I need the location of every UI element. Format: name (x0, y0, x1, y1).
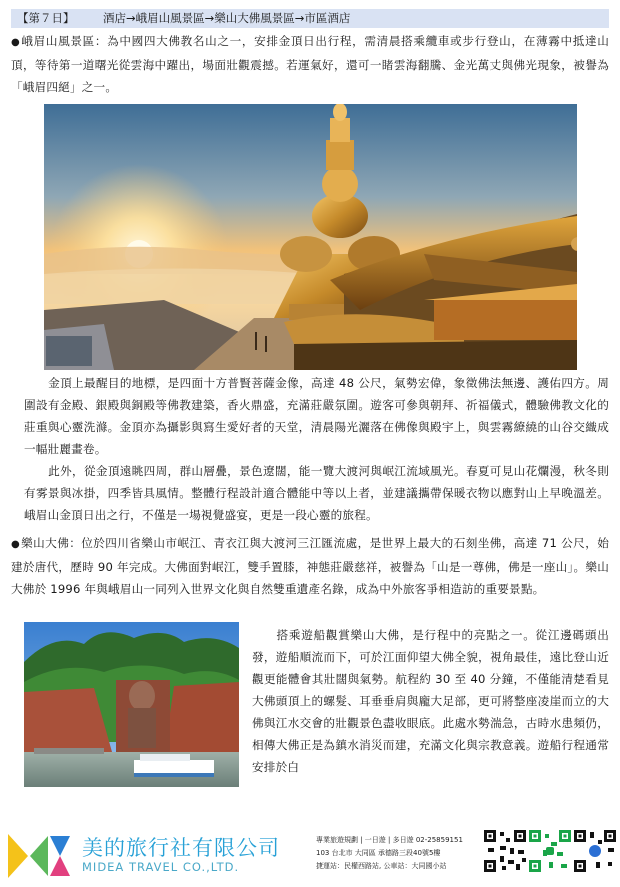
contact-address: 103 台北市 大同區 承德路三段40號5樓 (316, 849, 441, 857)
emei-paragraph-3-text: 此外，從金頂遠眺四周，群山層疊，景色遼闊，能一覽大渡河與岷江流域風光。春夏可見山花爛漫，秋冬則有雾景與冰掛，四季皆具風情。整體行程設計適合體能中等以上者，並建議攜帶保暖衣物以應對山上早晚溫差。峨眉山金頂日出之行，不僅是一場視覺盛宴，更是一段心靈的旅程。 (24, 464, 609, 522)
company-logo-icon (8, 830, 70, 882)
leshan-intro-text: 樂山大佛：位於四川省樂山市岷江、青衣江與大渡河三江匯流處，是世界上最大的石刻坐佛，高達 71 公尺，始建於唐代，歷時 90 年完成。大佛面對岷江，雙手置膝，神態莊嚴慈祥，被譽為「山是一尊佛，佛是一座山」。樂山大佛於 1996 年與峨眉山一同列入世界文化與自然雙重遺產名錄，成為中外旅客爭相造訪的重要景點。 (11, 536, 609, 596)
day-route: 酒店→峨眉山風景區→樂山大佛風景區→市區酒店 (103, 11, 351, 25)
emei-intro-paragraph (11, 30, 609, 98)
emei-paragraph-3 (24, 460, 609, 526)
day-label: 【第７日】 (17, 11, 75, 25)
contact-line-1: 專業旅遊規劃 | 一日遊 | 多日遊 02-25859151 (316, 836, 463, 844)
leshan-buddha-photo (24, 622, 239, 787)
emei-golden-summit-photo (44, 104, 577, 370)
day-header (11, 9, 609, 28)
facebook-qr-code-icon[interactable] (572, 828, 618, 874)
leshan-paragraph-2 (252, 624, 609, 778)
line-qr-code-icon[interactable] (527, 828, 573, 874)
company-name-en: MIDEA TRAVEL CO.,LTD. (82, 860, 240, 874)
qr-code-icon[interactable] (482, 828, 528, 874)
emei-paragraph-2 (24, 372, 609, 460)
emei-paragraph-2-text: 金頂上最醒目的地標，是四面十方普賢菩薩金像，高達 48 公尺，氣勢宏偉，象徵佛法無邊、護佑四方。周圍設有金殿、銀殿與銅殿等佛教建築，香火鼎盛，充滿莊嚴氛圍。遊客可參與朝拜、祈福儀式，體驗佛教文化的莊重與心靈洗滌。金頂亦為攝影與寫生愛好者的天堂，清晨陽光灑落在佛像與殿宇上，與雲霧繚繞的山谷交織成一幅壯麗畫卷。 (24, 376, 609, 456)
emei-intro-text: 峨眉山風景區：為中國四大佛教名山之一，安排金頂日出行程，需清晨搭乘纜車或步行登山，在薄霧中抵達山頂，等待第一道曙光從雲海中躍出，場面壯觀震撼。若運氣好，還可一睹雲海翻騰、金光萬丈與佛光現象，被譽為「峨眉四絕」之一。 (11, 34, 609, 94)
leshan-paragraph-2-text: 搭乘遊船觀賞樂山大佛，是行程中的亮點之一。從江邊碼頭出發，遊船順流而下，可於江面仰望大佛全貌，視角最佳，遠比登山近觀更能體會其壯闊與氣勢。航程約 30 至 40 分鐘，不僅能清楚看見大佛頭頂上的螺髮、耳垂垂肩與龐大足部，更可將整座凌崖而立的大佛與江水交會的壯觀景色盡收眼底。此處水勢湍急，古時水患頻仍，相傳大佛正是為鎮水消災而建，充滿文化與宗教意義。遊船行程通常安排於白 (252, 628, 609, 774)
bullet-icon: ● (11, 37, 21, 48)
contact-transit: 捷運站：民權西路站, 公車站：大同國小站 (316, 862, 447, 870)
contact-info (316, 834, 463, 873)
bullet-icon: ● (11, 539, 21, 550)
leshan-intro-paragraph (11, 532, 609, 600)
company-name-cn: 美的旅行社有限公司 (82, 836, 280, 860)
footer (0, 812, 620, 887)
